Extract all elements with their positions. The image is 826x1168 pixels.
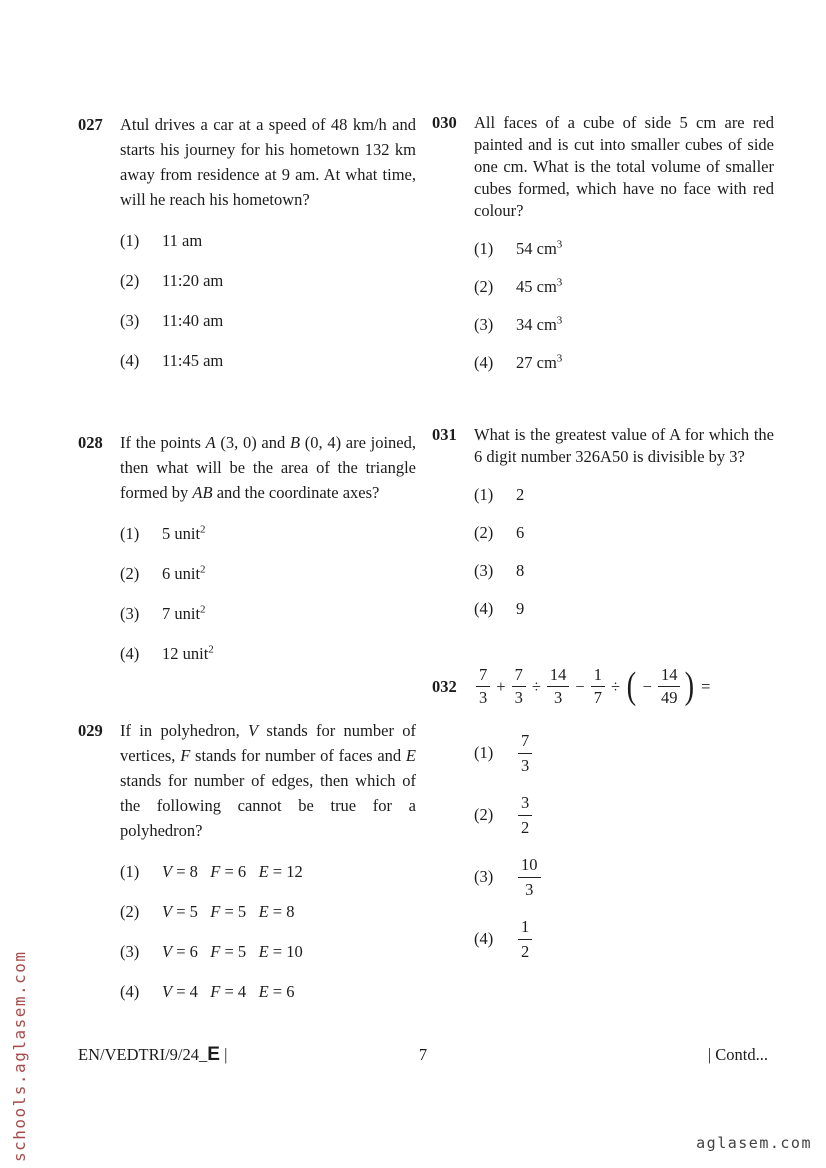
option-value: 8 — [516, 561, 525, 580]
option-label: (1) — [120, 524, 140, 543]
option-label: (2) — [474, 523, 494, 542]
option-row — [474, 854, 774, 900]
option-row — [474, 238, 774, 260]
right-column — [432, 112, 774, 962]
option-value: 7 unit$^2$ — [162, 603, 206, 623]
option-row — [474, 916, 774, 962]
option-value: 27 $cm^3$ — [516, 352, 563, 372]
option-row — [120, 603, 416, 625]
question-number: 030 — [432, 113, 457, 132]
option-value: 2 — [516, 485, 525, 504]
page-number: 7 — [418, 1045, 428, 1064]
option-row — [474, 598, 774, 620]
question-number: 028 — [78, 433, 103, 452]
watermark-left-vertical: schools.aglasem.com — [10, 950, 29, 1162]
option-label: (4) — [474, 599, 494, 618]
page-footer — [78, 1044, 768, 1066]
option-label: (2) — [120, 564, 140, 583]
option-value: 54 $cm^3$ — [516, 238, 563, 258]
option-value-fraction: $\frac{1}{2}$ — [516, 916, 534, 963]
option-label: (4) — [120, 644, 140, 663]
math-expression: $\frac{7}{3}$ + $\frac{7}{3}$ ÷ $\frac{14}{3}$ − $\frac{1}{7}$ ÷ ( − $\frac{14}{49}$ ) = — [474, 665, 714, 708]
option-row — [120, 230, 416, 252]
option-label: (3) — [120, 311, 140, 330]
option-label: (2) — [120, 902, 140, 921]
question-text: All faces of a cube of side 5 cm are red painted and is cut into smaller cubes of side one cm. What is the total volume of smaller cubes formed, which have no face with red colour? — [474, 113, 774, 220]
options-list — [474, 484, 774, 620]
option-label: (1) — [474, 485, 494, 504]
option-label: (4) — [120, 351, 140, 370]
question-027 — [78, 112, 416, 372]
option-value: 45 $cm^3$ — [516, 276, 563, 296]
option-label: (2) — [474, 277, 494, 296]
watermark-bottom-right: aglasem.com — [696, 1134, 812, 1152]
option-row — [474, 522, 774, 544]
question-029 — [78, 718, 416, 1003]
option-row — [120, 901, 416, 923]
option-value: 9 — [516, 599, 525, 618]
option-value-fraction: $\frac{3}{2}$ — [516, 792, 534, 839]
question-030 — [432, 112, 774, 374]
option-value: 11:45 am — [162, 351, 224, 370]
option-label: (4) — [474, 353, 494, 372]
option-row — [120, 270, 416, 292]
question-028 — [78, 430, 416, 665]
option-label: (3) — [474, 867, 494, 886]
option-value: 6 unit$^2$ — [162, 563, 206, 583]
option-row — [474, 484, 774, 506]
option-value: 11 am — [162, 231, 203, 250]
option-row — [120, 563, 416, 585]
option-value: 6 — [516, 523, 525, 542]
option-value: V = 4 F = 4 E = 6 — [162, 982, 295, 1001]
left-column — [78, 112, 416, 1003]
question-032 — [432, 665, 774, 962]
contd-label: | Contd... — [707, 1045, 768, 1064]
option-row — [120, 861, 416, 883]
option-value: 11:20 am — [162, 271, 224, 290]
option-row — [474, 314, 774, 336]
option-row — [474, 352, 774, 374]
option-label: (1) — [474, 743, 494, 762]
paper-code-variant: E — [207, 1044, 220, 1065]
question-number: 031 — [432, 425, 457, 444]
question-text: What is the greatest value of A for which the 6 digit number 326A50 is divisible by 3? — [474, 425, 774, 466]
paper-code — [78, 1044, 419, 1066]
option-row — [120, 310, 416, 332]
option-row — [120, 941, 416, 963]
question-031 — [432, 424, 774, 620]
option-value: V = 5 F = 5 E = 8 — [162, 902, 295, 921]
option-label: (3) — [120, 942, 140, 961]
option-row — [474, 276, 774, 298]
question-number: 027 — [78, 115, 103, 134]
option-value: 11:40 am — [162, 311, 224, 330]
option-value: V = 8 F = 6 E = 12 — [162, 862, 303, 881]
option-label: (2) — [120, 271, 140, 290]
option-row — [120, 523, 416, 545]
option-label: (3) — [474, 315, 494, 334]
option-label: (2) — [474, 805, 494, 824]
option-label: (1) — [120, 862, 140, 881]
question-number: 032 — [432, 676, 457, 696]
option-label: (4) — [474, 929, 494, 948]
option-label: (3) — [474, 561, 494, 580]
options-list — [474, 238, 774, 374]
options-list — [120, 861, 416, 1003]
options-list — [474, 730, 774, 962]
paper-code-text: EN/VEDTRI/9/24_ — [78, 1045, 208, 1064]
option-value: 12 unit$^2$ — [162, 643, 214, 663]
option-row — [474, 792, 774, 838]
question-text: If the points A (3, 0) and B (0, 4) are joined, then what will be the area of the triangle formed by AB and the coordinate axes? — [120, 433, 416, 502]
option-value-fraction: $\frac{7}{3}$ — [516, 730, 534, 777]
option-row — [474, 730, 774, 776]
paper-code-separator: | — [219, 1045, 228, 1064]
question-text: If in polyhedron, V stands for number of vertices, F stands for number of faces and E stands for number of edges, then which of the following cannot be true for a polyhedron? — [120, 721, 416, 840]
option-row — [120, 643, 416, 665]
option-row — [120, 981, 416, 1003]
question-number: 029 — [78, 721, 103, 740]
option-value: 5 unit$^2$ — [162, 523, 206, 543]
option-label: (1) — [474, 239, 494, 258]
question-text: Atul drives a car at a speed of 48 km/h and starts his journey for his hometown 132 km away from residence at 9 am. At what time, will he reach his hometown? — [120, 115, 416, 209]
option-label: (3) — [120, 604, 140, 623]
options-list — [120, 230, 416, 372]
options-list — [120, 523, 416, 665]
option-row — [120, 350, 416, 372]
option-value: 34 $cm^3$ — [516, 314, 563, 334]
option-value-fraction: $\frac{10}{3}$ — [516, 854, 543, 901]
option-label: (4) — [120, 982, 140, 1001]
option-label: (1) — [120, 231, 140, 250]
option-value: V = 6 F = 5 E = 10 — [162, 942, 303, 961]
option-row — [474, 560, 774, 582]
